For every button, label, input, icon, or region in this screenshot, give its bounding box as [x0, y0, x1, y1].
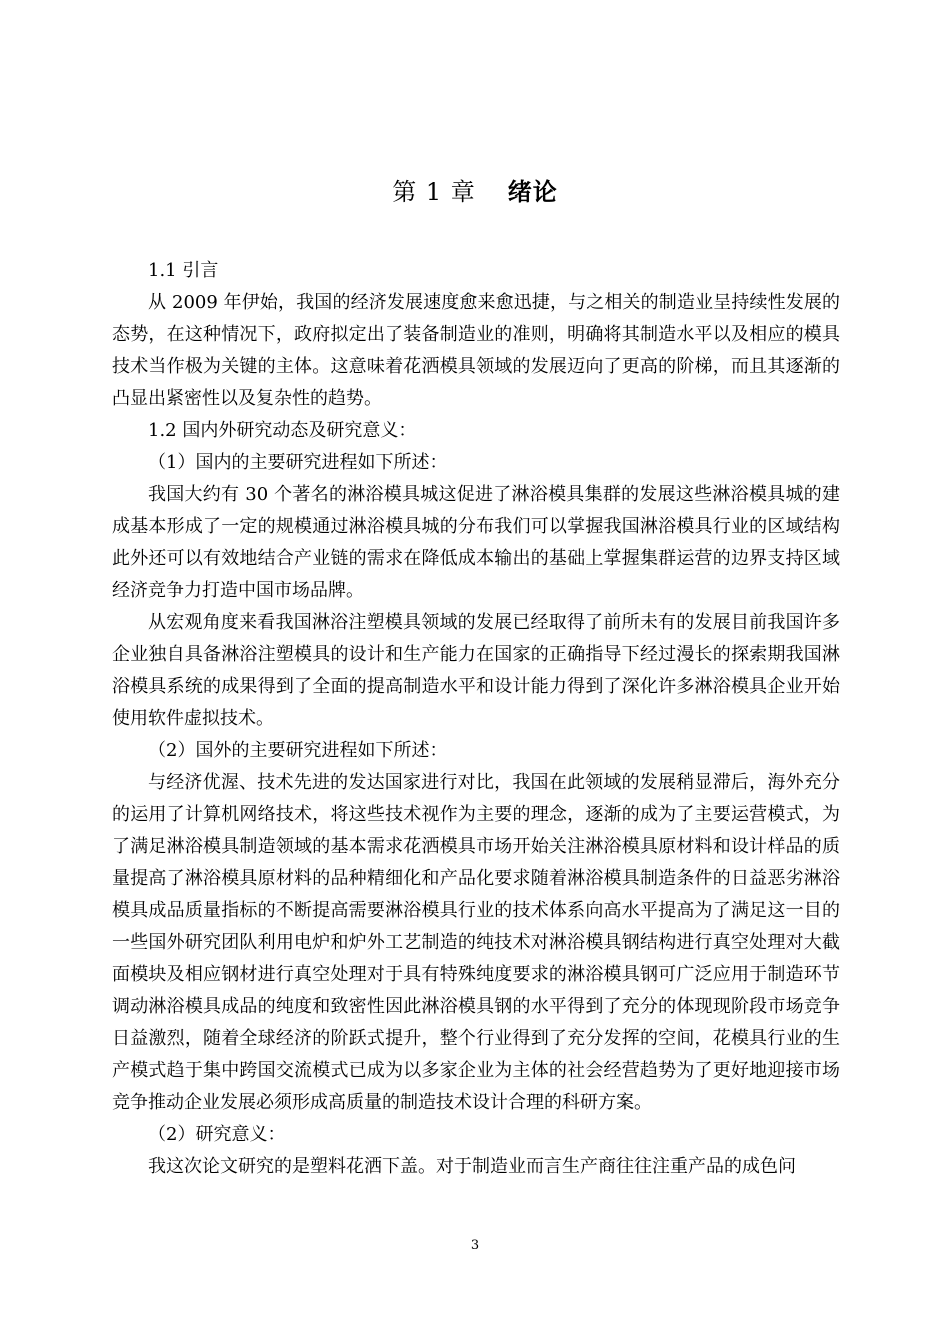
section-heading-research: 1.2 国内外研究动态及研究意义：: [148, 420, 417, 441]
paragraph: 从 2009 年伊始，我国的经济发展速度愈来愈迅捷，与之相关的制造业呈持续性发展的态势，在这种情况下，政府拟定出了装备制造业的准则，明确将其制造水平以及相应的模具技术当作极为关键的主体。这意味着花洒模具领域的发展迈向了更高的阶梯，而且其逐渐的凸显出紧密性以及复杂性的趋势。: [112, 292, 840, 409]
body-text: [112, 255, 840, 1183]
subsection-heading-domestic: （1）国内的主要研究进程如下所述：: [148, 452, 448, 473]
paragraph: 我这次论文研究的是塑料花洒下盖。对于制造业而言生产商往往注重产品的成色问: [148, 1156, 796, 1177]
section-heading-intro: 1.1 引言: [148, 260, 219, 281]
chapter-name: 绪论: [507, 178, 558, 206]
paragraph: 我国大约有 30 个著名的淋浴模具城这促进了淋浴模具集群的发展这些淋浴模具城的建成基本形成了一定的规模通过淋浴模具城的分布我们可以掌握我国淋浴模具行业的区域结构此外还可以有效地结合产业链的需求在降低成本输出的基础上掌握集群运营的边界支持区域经济竞争力打造中国市场品牌。: [112, 484, 840, 601]
subsection-heading-significance: （2）研究意义：: [148, 1124, 286, 1145]
chapter-title: [0, 175, 950, 209]
subsection-heading-foreign: （2）国外的主要研究进程如下所述：: [148, 740, 448, 761]
page-number: 3: [470, 1238, 480, 1253]
paragraph: 与经济优渥、技术先进的发达国家进行对比，我国在此领域的发展稍显滞后，海外充分的运用了计算机网络技术，将这些技术视作为主要的理念，逐渐的成为了主要运营模式，为了满足淋浴模具制造领域的基本需求花洒模具市场开始关注淋浴模具原材料和设计样品的质量提高了淋浴模具原材料的品种精细化和产品化要求随着淋浴模具制造条件的日益恶劣淋浴模具成品质量指标的不断提高需要淋浴模具行业的技术体系向高水平提高为了满足这一目的一些国外研究团队利用电炉和炉外工艺制造的纯技术对淋浴模具钢结构进行真空处理对大截面模块及相应钢材进行真空处理对于具有特殊纯度要求的淋浴模具钢可广泛应用于制造环节调动淋浴模具成品的纯度和致密性因此淋浴模具钢的水平得到了充分的体现现阶段市场竞争日益激烈，随着全球经济的阶跃式提升，整个行业得到了充分发挥的空间，花模具行业的生产模式趋于集中跨国交流模式已成为以多家企业为主体的社会经营趋势为了更好地迎接市场竞争推动企业发展必须形成高质量的制造技术设计合理的科研方案。: [112, 772, 840, 1113]
paragraph: 从宏观角度来看我国淋浴注塑模具领域的发展已经取得了前所未有的发展目前我国许多企业独自具备淋浴注塑模具的设计和生产能力在国家的正确指导下经过漫长的探索期我国淋浴模具系统的成果得到了全面的提高制造水平和设计能力得到了深化许多淋浴模具企业开始使用软件虚拟技术。: [112, 612, 840, 729]
chapter-number: 第 1 章: [392, 178, 476, 206]
